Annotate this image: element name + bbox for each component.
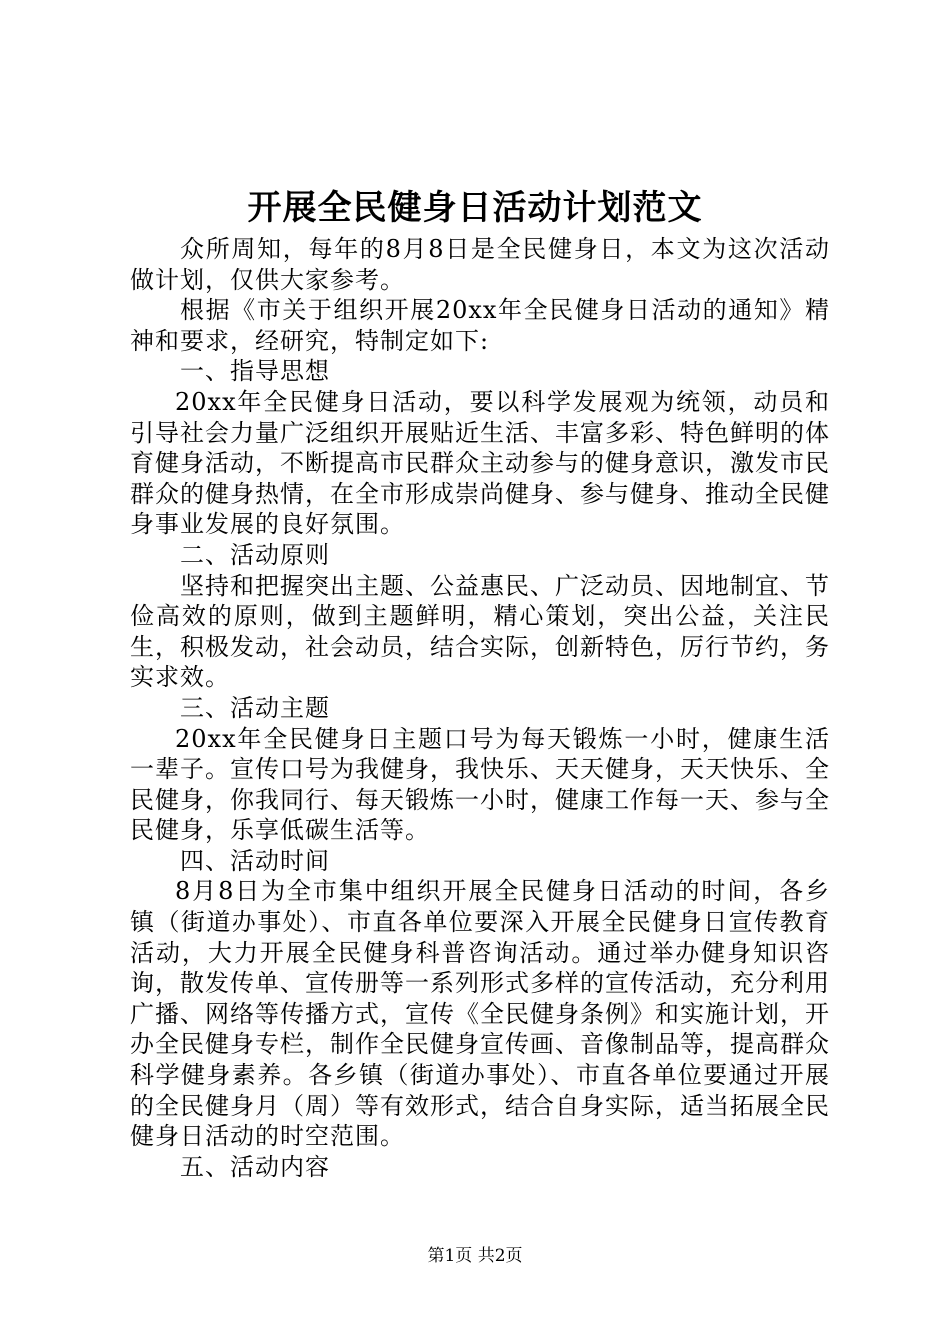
paragraph-intro: 众所周知，每年的8月8日是全民健身日，本文为这次活动做计划，仅供大家参考。 <box>130 235 830 294</box>
paragraph-basis: 根据《市关于组织开展20xx年全民健身日活动的通知》精神和要求，经研究，特制定如下: <box>130 296 830 355</box>
paragraph-theme: 20xx年全民健身日主题口号为每天锻炼一小时，健康生活一辈子。宣传口号为我健身，我快乐、天天健身，天天快乐、全民健身，你我同行、每天锻炼一小时，健康工作每一天、参与全民健身，乐享低碳生活等。 <box>130 724 830 845</box>
section-heading-5: 五、活动内容 <box>180 1152 330 1181</box>
paragraph-principles: 坚持和把握突出主题、公益惠民、广泛动员、因地制宜、节俭高效的原则，做到主题鲜明，精心策划，突出公益，关注民生，积极发动，社会动员，结合实际，创新特色，厉行节约，务实求效。 <box>130 571 830 692</box>
paragraph-guiding-thought: 20xx年全民健身日活动，要以科学发展观为统领，动员和引导社会力量广泛组织开展贴近生活、丰富多彩、特色鲜明的体育健身活动，不断提高市民群众主动参与的健身意识，激发市民群众的健身热情，在全市形成崇尚健身、参与健身、推动全民健身事业发展的良好氛围。 <box>130 387 830 539</box>
document-body <box>130 234 830 1182</box>
section-heading-2: 二、活动原则 <box>180 540 330 569</box>
section-heading-1: 一、指导思想 <box>180 357 330 386</box>
document-title: 开展全民健身日活动计划范文 <box>247 188 703 228</box>
section-heading-3: 三、活动主题 <box>180 693 330 722</box>
page-footer: 第1页 共2页 <box>427 1246 523 1266</box>
section-heading-4: 四、活动时间 <box>180 846 330 875</box>
paragraph-time: 8月8日为全市集中组织开展全民健身日活动的时间，各乡镇（街道办事处）、市直各单位要深入开展全民健身日宣传教育活动，大力开展全民健身科普咨询活动。通过举办健身知识咨询，散发传单、宣传册等一系列形式多样的宣传活动，充分利用广播、网络等传播方式，宣传《全民健身条例》和实施计划，开办全民健身专栏，制作全民健身宣传画、音像制品等，提高群众科学健身素养。各乡镇（街道办事处）、市直各单位要通过开展的全民健身月（周）等有效形式，结合自身实际，适当拓展全民健身日活动的时空范围。 <box>130 877 830 1151</box>
